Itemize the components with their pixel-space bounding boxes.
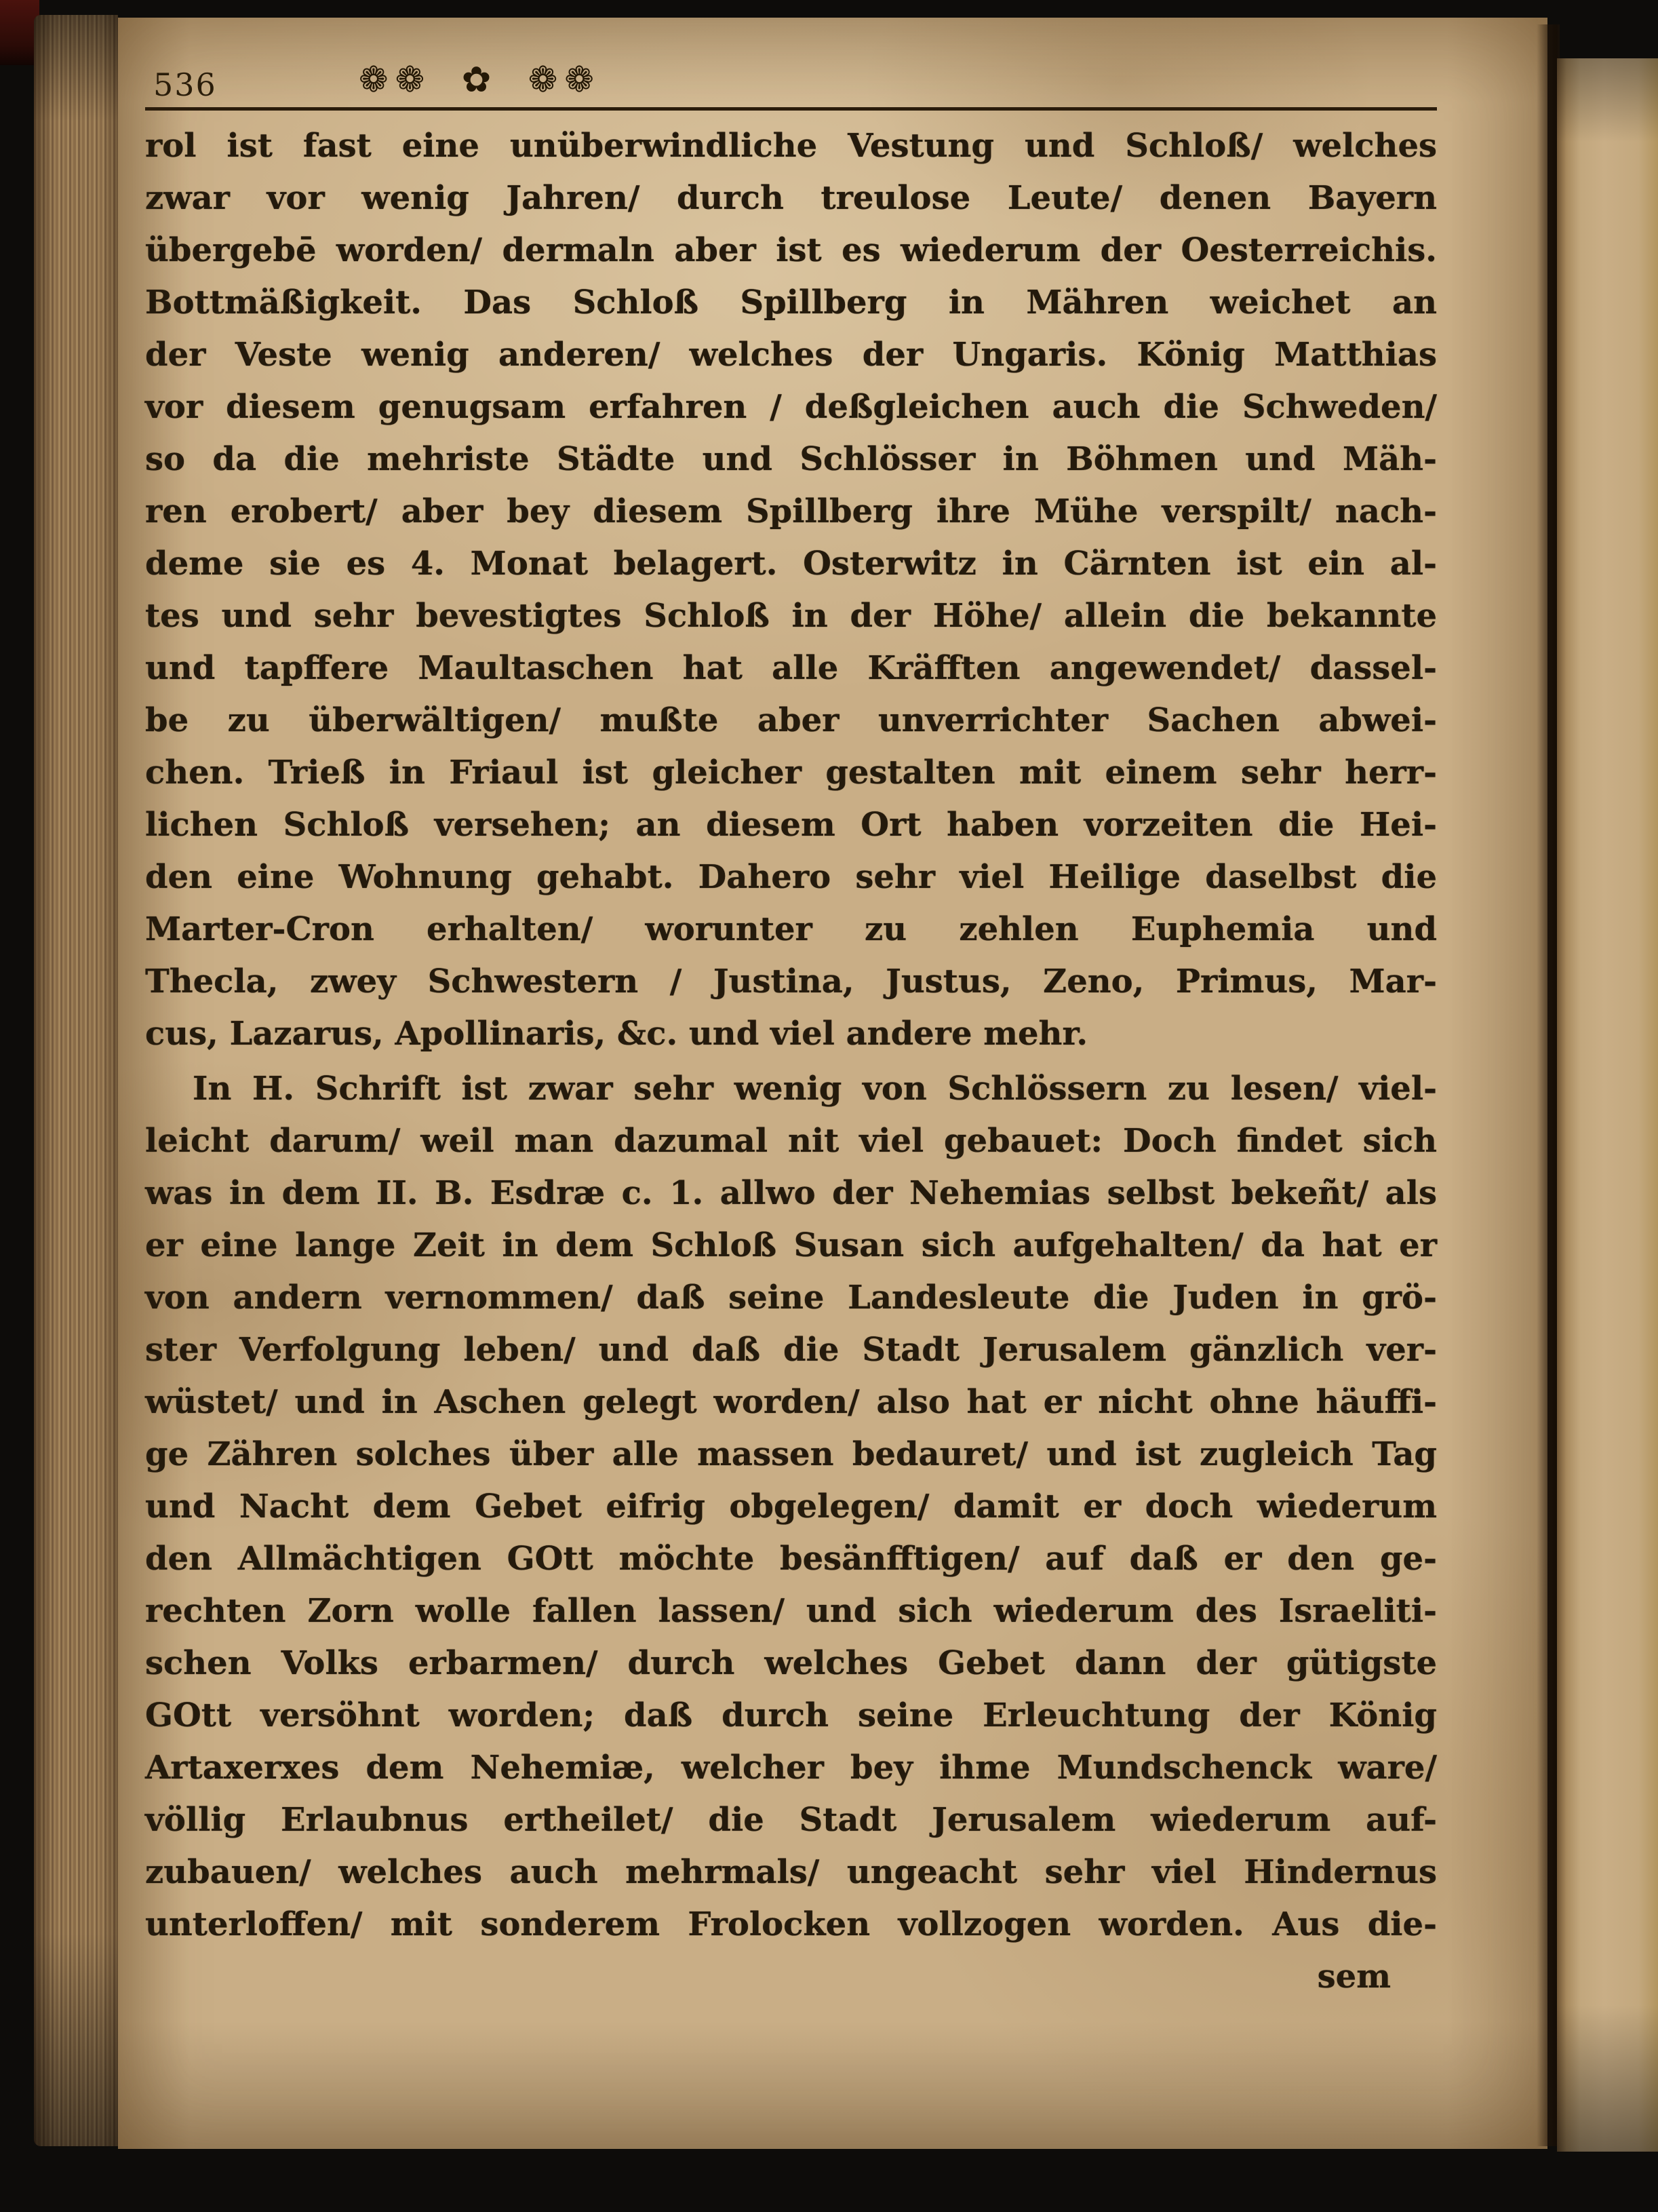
flower-rosette-icon: ✿ [461,60,498,100]
text-line: und tapffere Maultaschen hat alle Kräfften angewendet/ dassel- [145,649,1437,687]
text-line: den Allmächtigen GOtt möchte besänfftigen/ auf daß er den ge- [145,1540,1437,1578]
text-line: unterloffen/ mit sonderem Frolocken vollzogen worden. Aus die- [145,1905,1437,1943]
text-line: chen. Trieß in Friaul ist gleicher gestalten mit einem sehr herr- [145,754,1437,792]
paragraph [145,120,1437,1060]
text-line: leicht darum/ weil man dazumal nit viel gebauet: Doch findet sich [145,1122,1437,1160]
text-line: ster Verfolgung leben/ und daß die Stadt Jerusalem gänzlich ver- [145,1331,1437,1369]
header-ornament [359,60,601,100]
text-line: schen Volks erbarmen/ durch welches Gebet dann der gütigste [145,1644,1437,1682]
text-line: tes und sehr bevestigtes Schloß in der Höhe/ allein die bekannte [145,597,1437,635]
text-line: so da die mehriste Städte und Schlösser in Böhmen und Mäh- [145,440,1437,478]
text-line: der Veste wenig anderen/ welches der Ungaris. König Matthias [145,336,1437,374]
text-line: cus, Lazarus, Apollinaris, &c. und viel andere mehr. [145,1015,1088,1053]
text-line: Thecla, zwey Schwestern / Justina, Justus, Zeno, Primus, Mar- [145,963,1437,1001]
text-line: übergebē worden/ dermaln aber ist es wiederum der Oesterreichis. [145,231,1437,269]
page-gutter-shadow [1537,24,1560,2146]
text-line: er eine lange Zeit in dem Schloß Susan sich aufgehalten/ da hat er [145,1226,1437,1264]
text-line: ren erobert/ aber bey diesem Spillberg ihre Mühe verspilt/ nach- [145,492,1437,530]
text-line: rechten Zorn wolle fallen lassen/ und sich wiederum des Israeliti- [145,1592,1437,1630]
text-line: deme sie es 4. Monat belagert. Osterwitz in Cärnten ist ein al- [145,545,1437,583]
page-edge-stack [34,15,118,2146]
text-line: ge Zähren solches über alle massen bedauret/ und ist zugleich Tag [145,1435,1437,1473]
text-line: was in dem II. B. Esdræ c. 1. allwo der Nehemias selbst bekeñt/ als [145,1174,1437,1212]
text-line: lichen Schloß versehen; an diesem Ort haben vorzeiten die Hei- [145,806,1437,844]
next-page-edge [1557,58,1658,2152]
text-line: Artaxerxes dem Nehemiæ, welcher bey ihme Mundschenck ware/ [145,1749,1437,1787]
text-line: Marter-Cron erhalten/ worunter zu zehlen Euphemia und [145,910,1437,948]
catchword: sem [1317,1958,1391,1996]
text-line: be zu überwältigen/ mußte aber unverrichter Sachen abwei- [145,701,1437,739]
text-line: wüstet/ und in Aschen gelegt worden/ also hat er nicht ohne häuffi- [145,1383,1437,1421]
text-line: zwar vor wenig Jahren/ durch treulose Leute/ denen Bayern [145,179,1437,217]
page-number: 536 [153,66,217,103]
fleuron-right-icon: ❁❁ [528,60,601,100]
text-line: den eine Wohnung gehabt. Dahero sehr viel Heilige daselbst die [145,858,1437,896]
text-line: und Nacht dem Gebet eifrig obgelegen/ damit er doch wiederum [145,1488,1437,1526]
fleuron-left-icon: ❁❁ [359,60,432,100]
body-text [145,120,1437,2003]
text-line: völlig Erlaubnus ertheilet/ die Stadt Jerusalem wiederum auf- [145,1801,1437,1839]
text-line: rol ist fast eine unüberwindliche Vestung und Schloß/ welches [145,127,1437,165]
page-header [145,60,1437,111]
type-area [145,60,1437,2003]
text-line: vor diesem genugsam erfahren / deßgleichen auch die Schweden/ [145,388,1437,426]
text-line: zubauen/ welches auch mehrmals/ ungeacht sehr viel Hindernus [145,1853,1437,1891]
book-page [118,18,1547,2149]
text-line: Bottmäßigkeit. Das Schloß Spillberg in Mähren weichet an [145,284,1437,322]
text-line: In H. Schrift ist zwar sehr wenig von Schlössern zu lesen/ viel- [193,1070,1437,1108]
text-line: GOtt versöhnt worden; daß durch seine Erleuchtung der König [145,1696,1437,1734]
text-line: von andern vernommen/ daß seine Landesleute die Juden in grö- [145,1279,1437,1317]
paragraph [145,1063,1437,1951]
